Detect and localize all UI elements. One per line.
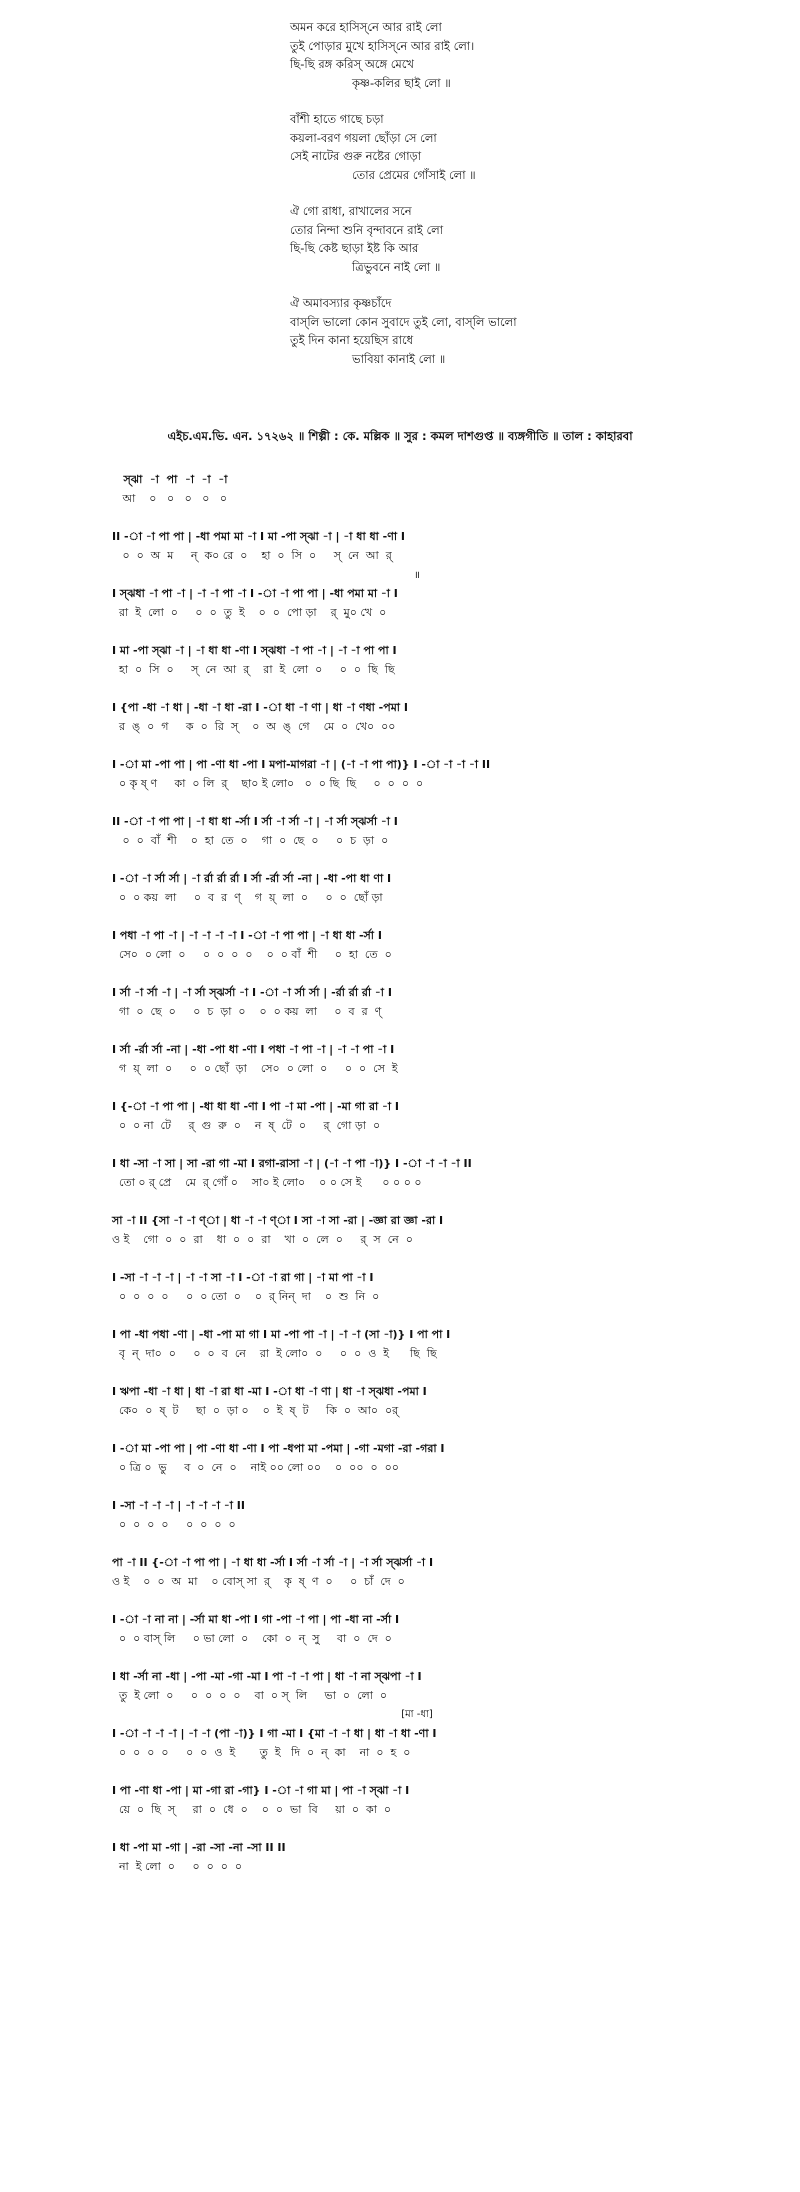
notation-block (112, 570, 722, 622)
notation-swara-line: I -া মা -পা পা | পা -ণা ধা -পা I মপা-মাগরা -া | (-া -া পা পা)} I -া -া -া -া II (112, 758, 491, 771)
lyrics-line: সেই নাটের গুরু নষ্টের গোড়া (290, 149, 422, 163)
notation-lyric-line: রা ই লো ০ ০ ০ তু ই ০ ০ পো ড়া র্ মু০ খে ০ (112, 606, 387, 619)
lyrics-line: কৃষ্ণ-কলির ছাই লো ॥ (352, 75, 451, 90)
notation-swara-line: I ঋপা -ধা -া ধা | ধা -া রা ধা -মা I -া ধা -া ণা | ধা -া স্ঝধা -পমা I (112, 1385, 427, 1398)
notation-lyric-line: গা ০ ছে ০ ০ চ ড়া ০ ০ ০ কয় লা ০ ব র ণ্ (112, 1005, 382, 1018)
notation-swara-line: I পধা -া পা -া | -া -া -া -া I -া -া পা পা | -া ধা ধা -র্সা I (112, 929, 382, 942)
notation-block (112, 1439, 722, 1477)
notation-swara-line: I -া মা -পা পা | পা -ণা ধা -ণা I পা -ধপা মা -পমা | -গা -মগা -রা -গরা I (112, 1442, 445, 1455)
notation-block (112, 926, 722, 964)
lyrics-stanza (290, 110, 730, 184)
lyrics-stanza (290, 18, 730, 92)
notation-swara-line: I পা -ণা ধা -পা | মা -গা রা -গা} I -া -া গা মা | পা -া স্ঝা -া I (112, 1784, 410, 1797)
lyrics-line: তুই পোড়ার মুখে হাসিস্‌নে আর রাই লো। (290, 38, 475, 53)
notation-lyric-line: তু ই লো ০ ০ ০ ০ ০ বা ০ স্ লি ভা ০ লো ০ (112, 1689, 388, 1702)
lyrics-stanza (290, 294, 730, 368)
song-metadata-line: এইচ.এম.ভি. এন. ১৭২৬২ ॥ শিল্পী : কে. মল্লিক ॥ সুর : কমল দাশগুপ্ত ॥ ব্যঙ্গগীতি ॥ তাল : কাহারবা (167, 429, 633, 443)
notation-lyric-line: গ য়্ লা ০ ০ ০ ছোঁ ড়া সে০ ০ লো ০ ০ ০ সে ই (112, 1062, 398, 1075)
lyrics-line: ত্রিভুবনে নাই লো ॥ (352, 259, 441, 274)
notation-swara-line: I পা -ধা পধা -ণা | -ধা -পা মা গা I মা -পা পা -া | -া -া (সা -া)} I পা পা I (112, 1328, 451, 1341)
notation-swara-line: I র্সা -র্রা র্সা -না | -ধা -পা ধা -ণা I পধা -া পা -া | -া -া পা -া I (112, 1043, 395, 1056)
notation-swara-line: I {-া -া পা পা | -ধা ধা ধা -ণা I পা -া মা -পা | -মা গা রা -া I (112, 1100, 399, 1113)
notation-swara-line: II -া -া পা পা | -ধা পমা মা -া I মা -পা স্ঝা -া | -া ধা ধা -ণা I (112, 530, 405, 543)
notation-lyric-line: তো ০ র্ প্রে মে র্ গোঁ ০ সা০ ই লো০ ০ ০ সে ই ০ ০ ০ ০ (112, 1176, 422, 1189)
notation-lyric-line: র ঙ্ ০ গ ক ০ রি স্ ০ অ ঙ্ গে মে ০ খে০ ০০ (112, 720, 396, 733)
notation-swara-line: I ধা -পা মা -গা | -রা -সা -না -সা II II (112, 1841, 286, 1854)
notation-lyric-line: হা ০ সি ০ স্ নে আ র্ রা ই লো ০ ০ ০ ছি ছি (112, 663, 395, 676)
notation-block (112, 1268, 722, 1306)
notation-block (112, 1553, 722, 1591)
notation-swara-line: I -া -া না না | -র্সা মা ধা -পা I গা -পা -া পা | পা -ধা না -র্সা I (112, 1613, 400, 1626)
notation-block (112, 1382, 722, 1420)
notation-swara-line: II -া -া পা পা | -া ধা ধা -র্সা I র্সা -া র্সা -া | -া র্সা স্ঝর্সা -া I (112, 815, 398, 828)
notation-lyric-line: য়ে ০ ছি স্ রা ০ ধে ০ ০ ০ ভা বি য়া ০ কা ০ (112, 1803, 392, 1816)
lyrics-line: বাঁশী হাতে গাছে চড়া (290, 112, 384, 126)
notation-lyric-line: ০ ০ না টে র্ গু রু ০ ন ষ্ টে ০ র্ গো ড়া ০ (112, 1119, 381, 1132)
lyrics-line: ছি-ছি রঙ্গ করিস্‌ অঙ্গে মেখে (290, 57, 414, 71)
notation-block (112, 1211, 722, 1249)
notation-lyric-line: ০ ০ কয় লা ০ ব র ণ্ গ য়্ লা ০ ০ ০ ছোঁ ড়া (112, 891, 383, 904)
notation-lyric-line: ০ ০ অ ম ন্ ক০ রে ০ হা ০ সি ০ স্ নে আ র্ (112, 549, 392, 562)
notation-swara-line: I {পা -ধা -া ধা | -ধা -া ধা -রা I -া ধা -া ণা | ধা -া ণধা -পমা I (112, 701, 408, 714)
notation-block (112, 812, 722, 850)
notation-lyric-line: আ ০ ০ ০ ০ ০ (112, 492, 228, 505)
notation-lyric-line: ও ই গো ০ ০ রা ধা ০ ০ রা খা ০ লে ০ র্ স নে ০ (112, 1233, 413, 1246)
notation-block (112, 1325, 722, 1363)
notation-block (112, 641, 722, 679)
notation-block (112, 983, 722, 1021)
notation-lyric-line: ০ ০ বাস্ লি ০ ভা লো ০ কো ০ ন্ সু বা ০ দে ০ (112, 1632, 392, 1645)
notation-lyric-line: ০ ০ ০ ০ ০ ০ তো ০ ০ র্ নিন্ দা ০ শু নি ০ (112, 1290, 380, 1303)
lyrics-line: ঐ গো রাধা, রাখালের সনে (290, 204, 412, 218)
lyrics-stanza (290, 202, 730, 276)
notation-swara-line: I -সা -া -া -া | -া -া সা -া I -া -া রা গা | -া মা পা -া I (112, 1271, 374, 1284)
notation-swara-line: পা -া II {-া -া পা পা | -া ধা ধা -র্সা I র্সা -া র্সা -া | -া র্সা স্ঝর্সা -া I (112, 1556, 434, 1569)
notation-block (112, 1496, 722, 1534)
notation-swara-line: I -া -া -া -া | -া -া (পা -া)} I গা -মা I {মা -া -া ধা | ধা -া ধা -ণা I (112, 1727, 437, 1740)
notation-swara-line: I -সা -া -া -া | -া -া -া -া II (112, 1499, 245, 1512)
lyrics-line: ভাবিয়া কানাই লো ॥ (352, 351, 446, 366)
notation-lyric-line: ০ ০ ০ ০ ০ ০ ও ই তু ই দি ০ ন্ কা না ০ হ ০ (112, 1746, 411, 1759)
notation-block (112, 1154, 722, 1192)
notation-block (112, 527, 722, 565)
notation-block (112, 869, 722, 907)
notation-swara-line: I মা -পা স্ঝা -া | -া ধা ধা -ণা I স্ঝধা -া পা -া | -া -া পা পা I (112, 644, 397, 657)
notation-annotation: [মা -ধা] (401, 1709, 433, 1720)
notation-swara-line: I -া -া র্সা র্সা | -া র্রা র্রা র্রা I র্সা -র্রা র্সা -না | -ধা -পা ধা ণা I (112, 872, 392, 885)
lyrics-line: ছি-ছি কেষ্ট ছাড়া ইষ্ট কি আর (290, 241, 419, 255)
notation-lyric-line: না ই লো ০ ০ ০ ০ ০ (112, 1860, 243, 1873)
notation-block (112, 755, 722, 793)
lyrics-line: তোর প্রেমের গোঁসাই লো ॥ (352, 167, 476, 182)
swaralipi-notation (112, 470, 722, 1895)
notation-swara-line: I স্ঝধা -া পা -া | -া -া পা -া I -া -া পা পা | -ধা পমা মা -া I (112, 587, 398, 600)
lyrics-line: বাস্‌লি ভালো কোন সুবাদে তুই লো, বাস্‌লি ভালো (290, 314, 517, 329)
notation-lyric-line: ০ ত্রি ০ ভু ব ০ নে ০ নাই ০০ লো ০০ ০ ০০ ০ ০০ (112, 1461, 399, 1474)
notation-swara-line: স্ঝা -া পা -া -া -া (112, 473, 228, 486)
lyrics-line: কয়লা-বরণ গয়লা ছোঁড়া সে লো (290, 130, 437, 145)
notation-lyric-line: ০ ০ ০ ০ ০ ০ ০ ০ (112, 1518, 236, 1531)
notation-block (112, 1781, 722, 1819)
notation-block (112, 1709, 722, 1762)
notation-block (112, 470, 722, 508)
notation-lyric-line: ০ ০ বাঁ শী ০ হা তে ০ গা ০ ছে ০ ০ চ ড়া ০ (112, 834, 389, 847)
notation-swara-line: I ধা -সা -া সা | সা -রা গা -মা I রগা-রাসা -া | (-া -া পা -া)} I -া -া -া -া II (112, 1157, 472, 1170)
notation-block (112, 1610, 722, 1648)
notation-lyric-line: ও ই ০ ০ অ মা ০ বোস্ সা র্ কৃ ষ্ ণ ০ ০ চাঁ দে ০ (112, 1575, 405, 1588)
notation-block (112, 1667, 722, 1705)
notation-swara-line: I ধা -র্সা না -ধা | -পা -মা -গা -মা I পা -া -া পা | ধা -া না স্ঝপা -া I (112, 1670, 422, 1683)
lyrics-line: অমন করে হাসিস্‌নে আর রাই লো (290, 20, 442, 34)
lyrics-line: ঐ অমাবস্যার কৃষ্ণচাঁদে (290, 296, 392, 310)
notation-block (112, 1838, 722, 1876)
notation-annotation: ॥ (414, 570, 420, 581)
lyrics-line: তোর নিন্দা শুনি বৃন্দাবনে রাই লো (290, 222, 444, 237)
notation-block (112, 698, 722, 736)
notation-swara-line: I র্সা -া র্সা -া | -া র্সা স্ঝর্সা -া I -া -া র্সা র্সা | -র্রা র্রা র্রা -া I (112, 986, 392, 999)
notation-lyric-line: কে০ ০ ষ্ ট ছা ০ ড়া ০ ০ ই ষ্ ট কি ০ আ০ ০র্ (112, 1404, 399, 1417)
song-lyrics (290, 18, 730, 386)
notation-block (112, 1097, 722, 1135)
notation-lyric-line: বৃ ন্ দা০ ০ ০ ০ ব নে রা ই লো০ ০ ০ ০ ও ই ছি ছি (112, 1347, 437, 1360)
notation-block (112, 1040, 722, 1078)
notation-swara-line: সা -া II {সা -া -া ণ্া | ধা -া -া ণ্া I সা -া সা -রা | -জ্ঞা রা জ্ঞা -রা I (112, 1214, 444, 1227)
notation-lyric-line: সে০ ০ লো ০ ০ ০ ০ ০ ০ ০ বাঁ শী ০ হা তে ০ (112, 948, 392, 961)
lyrics-line: তুই দিন কানা হয়েছিস রাধে (290, 333, 414, 347)
notation-lyric-line: ০ কৃ ষ্ ণ কা ০ লি র্ ছা০ ই লো০ ০ ০ ছি ছি ০ ০ ০ ০ (112, 777, 424, 790)
